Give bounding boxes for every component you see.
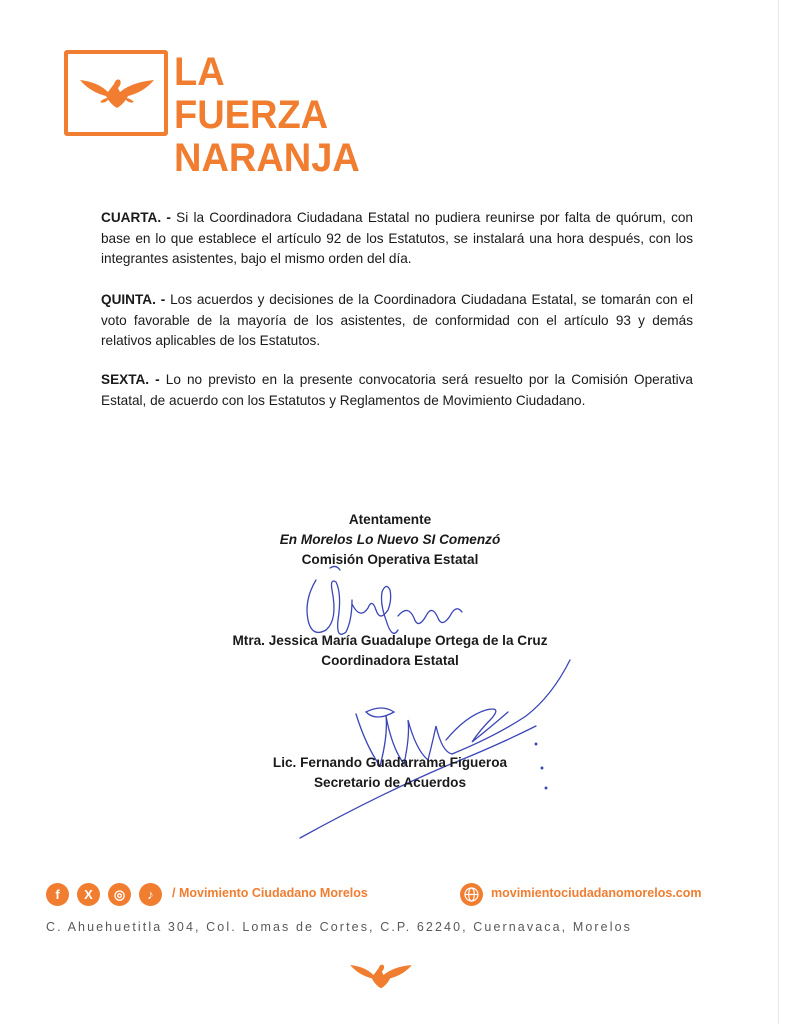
signer-2 [0, 753, 780, 793]
footer-contact [46, 881, 726, 909]
clause-text: Si la Coordinadora Ciudadana Estatal no pudiera reunirse por falta de quórum, con base en lo que establece el artículo 92 de los Estatutos, se instalará una hora después, con los integrantes asistentes, bajo el mismo orden del día. [101, 210, 693, 266]
logo-line-2: NARANJA [174, 136, 360, 180]
motto: En Morelos Lo Nuevo SI Comenzó [279, 532, 501, 547]
signer-name: Mtra. Jessica María Guadalupe Ortega de la Cruz [232, 633, 548, 648]
issuing-body: Comisión Operativa Estatal [301, 552, 479, 567]
phoenix-bird-icon [340, 960, 422, 990]
logo-wordmark [174, 51, 374, 180]
clause-label: SEXTA. - [101, 372, 160, 387]
facebook-icon[interactable]: f [46, 883, 69, 906]
logo-line-1: LA FUERZA [174, 50, 329, 137]
signer-name: Lic. Fernando Guadarrama Figueroa [272, 755, 508, 770]
clause-label: QUINTA. - [101, 292, 166, 307]
x-icon[interactable]: X [77, 883, 100, 906]
postal-address: C. Ahuehuetitla 304, Col. Lomas de Cortes, C.P. 62240, Cuernavaca, Morelos [46, 920, 632, 934]
party-logo [64, 50, 384, 180]
salutation: Atentamente [348, 512, 432, 527]
paragraph-quinta [101, 290, 693, 352]
website-link[interactable]: movimientociudadanomorelos.com [491, 886, 702, 900]
instagram-icon[interactable]: ◎ [108, 883, 131, 906]
paragraph-sexta [101, 370, 693, 411]
signer-title: Secretario de Acuerdos [313, 775, 467, 790]
social-handle[interactable]: / Movimiento Ciudadano Morelos [172, 886, 368, 900]
handwritten-signature-2 [296, 656, 576, 846]
globe-icon [460, 883, 483, 906]
clause-text: Los acuerdos y decisiones de la Coordinadora Ciudadana Estatal, se tomarán con el voto favorable de la mayoría de los asistentes, de conformidad con el artículo 93 y demás relativos aplicables de los Estatutos. [101, 292, 693, 348]
tiktok-icon[interactable]: ♪ [139, 883, 162, 906]
phoenix-bird-icon [78, 74, 156, 110]
clause-label: CUARTA. - [101, 210, 171, 225]
paragraph-cuarta [101, 208, 693, 270]
clause-text: Lo no previsto en la presente convocatoria será resuelto por la Comisión Operativa Estatal, de acuerdo con los Estatutos y Reglamentos de Movimiento Ciudadano. [101, 372, 693, 408]
signer-title: Coordinadora Estatal [321, 653, 459, 668]
